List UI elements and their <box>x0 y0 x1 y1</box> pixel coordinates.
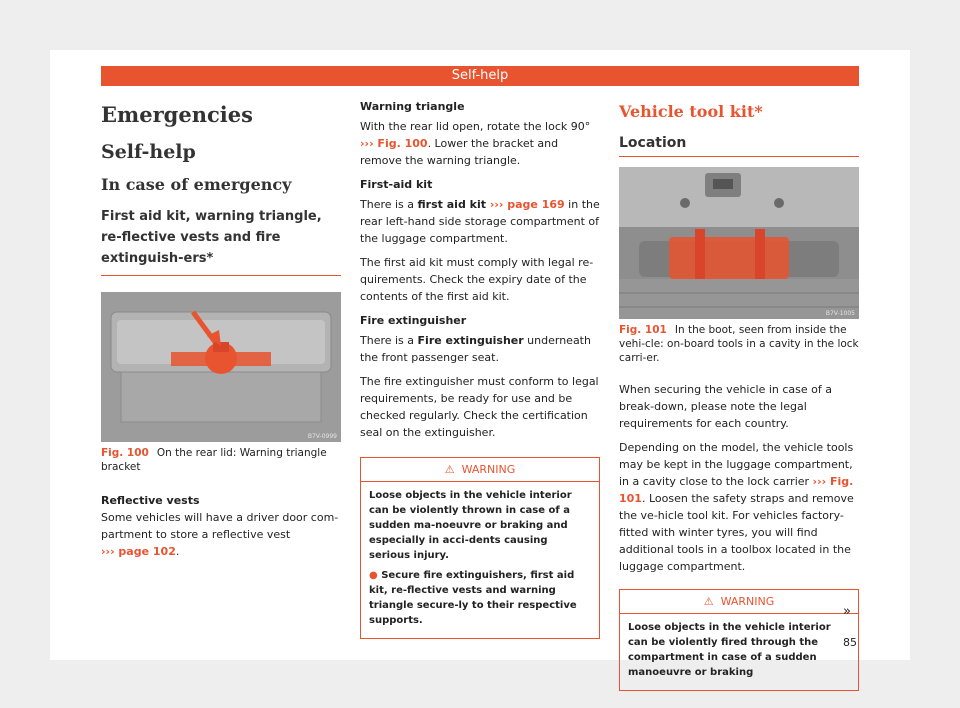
figure-101-caption <box>619 323 859 365</box>
warning-triangle-icon: ⚠ <box>444 463 455 476</box>
reflective-vests-text: Some vehicles will have a driver door com-partment to store a reflective vest ››› page 102. <box>101 511 339 558</box>
fire-extinguisher-title: Fire extinguisher <box>360 314 467 327</box>
figure-101-image <box>619 167 859 319</box>
warning-header <box>620 590 858 614</box>
continue-marker: » <box>843 604 851 619</box>
figure-number: Fig. 100 <box>101 447 149 459</box>
fig-101-link[interactable]: ››› Fig. 101 <box>619 475 854 505</box>
heading-self-help: Self-help <box>101 141 196 163</box>
first-aid-kit-text <box>360 196 600 247</box>
tool-kit-paragraph-2 <box>619 439 859 575</box>
warning-header <box>361 458 599 482</box>
reflective-text: Some vehicles will have a driver door com-partment to store a reflective vest <box>101 511 339 541</box>
figure-code: B7V-0999 <box>307 433 337 440</box>
bullet-icon: ● <box>369 570 378 581</box>
warning-text-2: Secure fire extinguishers, first aid kit, re-flective vests and warning triangle secure-ly to their respective supports. <box>369 570 577 626</box>
figure-100-caption <box>101 446 341 474</box>
page-169-link[interactable]: ››› page 169 <box>486 198 565 211</box>
column-left <box>101 96 341 560</box>
aid-bold: first aid kit <box>417 198 486 211</box>
tool-kit-paragraph-1: When securing the vehicle in case of a break-down, please note the legal requirements for each country. <box>619 383 833 430</box>
ext-bold: Fire extinguisher <box>417 334 524 347</box>
heading-emergencies: Emergencies <box>101 102 253 127</box>
page-102-link[interactable]: ››› page 102 <box>101 545 176 558</box>
tri-text-1: With the rear lid open, rotate the lock 90° <box>360 120 591 133</box>
page-number: 85 <box>843 636 857 649</box>
warning-box <box>619 589 859 691</box>
warning-label: WARNING <box>720 595 775 608</box>
boot-tool-kit-illustration <box>619 167 859 319</box>
warning-text: Loose objects in the vehicle interior can be violently fired through the compartment in case of a sudden manoeuvre or braking <box>628 622 831 678</box>
first-aid-kit-requirements: The first aid kit must comply with legal re-quirements. Check the expiry date of the contents of the first aid kit. <box>360 256 594 303</box>
figure-number: Fig. 101 <box>619 324 667 336</box>
heading-vehicle-tool-kit: Vehicle tool kit* <box>619 102 763 121</box>
heading-location: Location <box>619 135 859 157</box>
warning-box <box>360 457 600 639</box>
warning-text-1: Loose objects in the vehicle interior can be violently thrown in case of a sudden ma-noeuvre or braking and especially in acci-dents causing serious injury. <box>369 490 572 561</box>
warning-triangle-title: Warning triangle <box>360 100 465 113</box>
aid-text-1: There is a <box>360 198 418 211</box>
first-aid-kit-title: First-aid kit <box>360 178 433 191</box>
figure-100-image <box>101 292 341 442</box>
aid-text-2: in the rear left-hand side storage compartment of the luggage compartment. <box>360 198 600 245</box>
fire-extinguisher-text <box>360 332 600 366</box>
warning-triangle-icon: ⚠ <box>703 595 714 608</box>
caption-text: On the rear lid: Warning triangle bracket <box>101 447 327 473</box>
heading-in-case-of-emergency: In case of emergency <box>101 175 292 194</box>
warning-triangle-text <box>360 118 600 169</box>
warning-bullet-item <box>369 568 591 628</box>
section-header: Self-help <box>101 66 859 86</box>
column-middle <box>360 96 600 639</box>
tri-text-2: . Lower the bracket and remove the warning triangle. <box>360 137 559 167</box>
warning-body <box>361 482 599 638</box>
fig-100-link[interactable]: ››› Fig. 100 <box>360 137 428 150</box>
rear-lid-illustration <box>101 292 341 442</box>
heading-first-aid-kit: First aid kit, warning triangle, re-flective vests and fire extinguish-ers* <box>101 206 341 276</box>
column-right <box>619 96 859 691</box>
warning-label: WARNING <box>461 463 516 476</box>
figure-code: B7V-1005 <box>825 310 855 317</box>
caption-text: In the boot, seen from inside the vehi-cle: on-board tools in a cavity in the lock carri-er. <box>619 324 859 364</box>
fire-extinguisher-requirements: The fire extinguisher must conform to legal requirements, be ready for use and be checked regularly. Check the certification seal on the extinguisher. <box>360 375 599 439</box>
warning-body <box>620 614 858 690</box>
ext-text-2: underneath the front passenger seat. <box>360 334 591 364</box>
ext-text-1: There is a <box>360 334 418 347</box>
tool-text-2b: . Loosen the safety straps and remove the ve-hicle tool kit. For vehicles factory-fitted with winter tyres, you will find additional tools in a toolbox located in the luggage compartment. <box>619 492 854 573</box>
reflective-vests-title: Reflective vests <box>101 494 200 507</box>
tool-text-2a: Depending on the model, the vehicle tools may be kept in the luggage compartment, in a cavity close to the lock carrier <box>619 441 854 488</box>
